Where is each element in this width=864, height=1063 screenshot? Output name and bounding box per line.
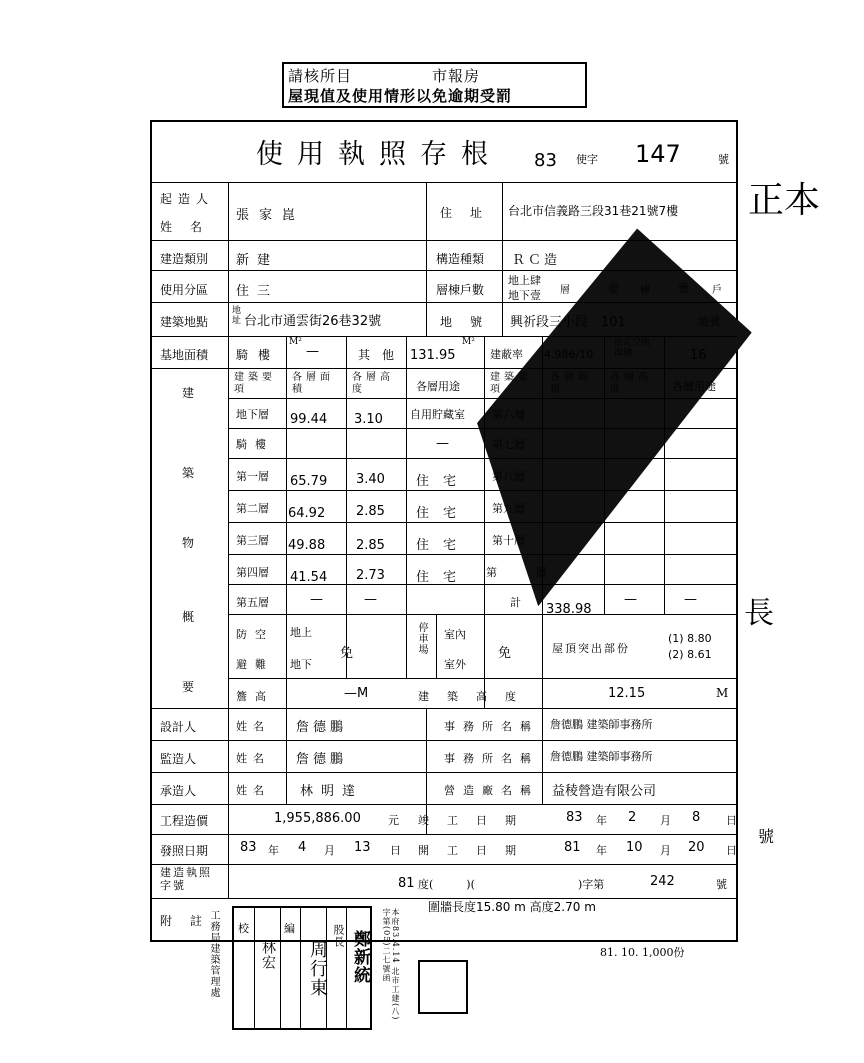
finish-year: 83 [566,810,583,825]
floor-height: 3.10 [354,412,383,427]
section-char-2: 築 [182,466,195,480]
header-area: 各層面積 [292,372,334,395]
roof-label: 屋頂突出部份 [552,642,630,655]
seal-edit-name: 周行東 [307,940,328,997]
type-label: 建造類別 [160,252,209,266]
builder-address: 台北市信義路三段31巷21號7樓 [508,204,679,218]
parking-label: 停車場 [416,622,427,655]
zone-value: 住三 [236,284,279,299]
day-char: 日 [726,814,737,827]
cost-label: 工程造價 [160,814,209,828]
floor-use: 住宅 [416,538,471,553]
day-char: 日 [726,844,737,857]
shelter-value: 免 [340,646,354,661]
height-unit: M [716,686,729,700]
margin-text-1: 正本 [748,180,821,221]
header-use-2: 各層用途 [672,380,716,393]
floor-use: 住宅 [416,474,471,489]
floor-use: 住宅 [416,570,471,585]
floors-above: 地上肆 [508,274,541,287]
floor-area: 64.92 [288,506,326,521]
permit-ref-text1: 度( )( [418,878,475,891]
col-line [502,182,503,336]
col-line [406,336,407,678]
arcade-label: 騎樓 [236,348,281,362]
floor-name: 第五層 [236,596,269,609]
floor-name-right: 第六層 [492,408,525,421]
month-char: 月 [660,814,671,827]
structure-type: ＲＣ造 [512,253,561,268]
issue-year: 83 [240,840,257,855]
floor-name-right: 第八層 [492,470,525,483]
row-line [150,270,738,271]
section-char-3: 物 [182,536,195,550]
permit-ref-number: 242 [650,874,675,889]
floor-name: 第三層 [236,534,269,547]
col-line [228,182,229,898]
area-label: 基地面積 [160,348,209,362]
permit-label: 建造執照字號 [160,866,212,892]
seal-line [254,906,255,1030]
floor-name-right: 第九層 [492,502,525,515]
contractor-name: 林明達 [300,784,364,799]
section-char-4: 概 [182,610,195,624]
row-line [228,490,738,491]
seal-chief-label: 股長 [332,924,345,948]
seal-edit-label: 編 [284,922,295,935]
margin-text-2: 號 [758,827,775,846]
row-line [228,398,738,399]
floor-name: 第一層 [236,470,269,483]
col-line [426,182,427,336]
area-unit: M² [289,337,302,347]
contractor-label: 承造人 [160,784,197,798]
supervisor-office-label: 事務所名稱 [444,752,539,765]
row-line [228,678,738,679]
round-stamp [418,960,468,1014]
arcade-area: — [306,344,319,359]
seal-line [300,906,301,1030]
floor-unit: 層 [560,285,570,296]
cost-value: 1,955,886.00 [274,811,361,826]
bldg-unit: 棟 [640,285,650,296]
row-line [150,740,738,741]
permit-char: 使字 [576,153,598,166]
permit-ref-year: 81 [398,876,415,891]
header-height-2: 各層高度 [610,372,652,395]
row-line [150,772,738,773]
lot-number: 興祈段三小段 101 [510,315,626,330]
legal-space-value: 16 [690,348,707,363]
floor-use: 住宅 [416,506,471,521]
floor-area: 65.79 [290,474,328,489]
total-height: — [624,592,637,607]
floor-height: 2.85 [356,538,385,553]
month-char: 月 [324,844,335,857]
coverage-value: 4.986/10 [544,348,594,361]
coverage-label: 建蔽率 [490,348,523,361]
year-char: 年 [596,814,607,827]
floor-height: 3.40 [356,472,385,487]
header-area-2: 各層面積 [550,372,592,395]
start-month: 10 [626,840,643,855]
col-line [286,336,287,804]
seal-line [346,906,347,1030]
notes-label: 附註 [160,914,221,928]
seal-check-name: 林宏 [260,940,276,970]
seal-chief-name: 鄭新統 [350,930,370,984]
bldg-count: 壹 [608,282,619,295]
contractor-firm: 益稜營造有限公司 [552,784,657,799]
day-char: 日 [390,844,401,857]
other-unit: M² [462,337,475,347]
notes-wall: 圍牆長度15.80 m 高度2.70 m [428,900,596,914]
year-char: 年 [596,844,607,857]
col-line [436,614,437,678]
section-char-1: 建 [182,386,195,400]
issue-month: 4 [298,840,307,855]
floor-area: — [310,592,323,607]
row-line [150,182,738,183]
start-year: 81 [564,840,581,855]
supervisor-name-label: 姓名 [236,752,270,765]
total-area: 338.98 [546,602,592,617]
floor-name-right: 第七層 [492,438,525,451]
row-line [228,428,738,429]
shelter-label: 防空 [236,628,274,641]
row-line [150,708,738,709]
col-line [346,336,347,678]
col-line [484,336,485,708]
roof-height-2: (2) 8.61 [668,648,712,661]
shelter-above-label: 地上 [290,626,312,639]
row-line [228,522,738,523]
margin-text-3: 長 [744,596,774,631]
form-title: 使用執照存根 [256,139,502,170]
shelter-below-label: 地下 [290,658,312,671]
eaves-value: —M [344,686,369,701]
row-line [150,864,738,865]
evacuation-label: 避難 [236,658,274,671]
total-label: 計 [510,596,521,609]
year-char: 年 [268,844,279,857]
row-line [150,804,738,805]
supervisor-label: 監造人 [160,752,197,766]
floor-name: 第二層 [236,502,269,515]
building-height: 12.15 [608,686,646,701]
designer-office-label: 事務所名稱 [444,720,539,733]
permit-year: 83 [534,150,557,171]
parking-outdoor-label: 室外 [444,658,466,671]
col-line [604,336,605,614]
parking-value: 免 [498,646,512,661]
site-label: 建築地點 [160,315,209,329]
supervisor-name: 詹德鵬 [296,752,348,767]
notice-line-1: 請核所目 市報房 [288,67,481,85]
row-line [150,240,738,241]
other-area: 131.95 [410,348,456,363]
permit-ref-text2: )字第 [578,878,605,891]
issue-label: 發照日期 [160,844,209,858]
header-height: 各層高度 [352,372,394,395]
builder-name-label: 姓名 [160,220,221,234]
contractor-firm-label: 營造廠名稱 [444,784,539,797]
notice-line-2: 屋現值及使用情形以免逾期受罰 [288,87,513,105]
lot-suffix: 地號 [698,315,720,328]
floors-below: 地下壹 [508,289,541,302]
roof-height-1: (1) 8.80 [668,632,712,645]
seal-check-label: 校 [238,922,249,935]
floor-area: 41.54 [290,570,328,585]
seal-line [280,906,281,1030]
floor-area: 99.44 [290,412,328,427]
builder-name: 張家崑 [236,208,306,223]
start-day: 20 [688,840,705,855]
floor-height: 2.73 [356,568,385,583]
floor-use: — [436,436,449,451]
row-line [150,834,738,835]
designer-name-label: 姓名 [236,720,270,733]
floor-use: 自用貯藏室 [410,408,465,421]
cost-unit: 元 [388,814,399,827]
seal-bureau: 工務局建築管理處 [208,910,219,998]
floor-name: 騎樓 [236,438,274,451]
row-line [228,554,738,555]
row-line [228,614,738,615]
finish-label: 竣工日期 [418,814,534,827]
finish-day: 8 [692,810,701,825]
supervisor-office: 詹德鵬 建築師事務所 [550,750,653,763]
floor-height: 2.85 [356,504,385,519]
row-line [150,368,738,369]
designer-label: 設計人 [160,720,197,734]
site-address: 台北市通雲街26巷32號 [244,314,382,329]
designer-office: 詹德鵬 建築師事務所 [550,718,653,731]
permit-ref-suffix: 號 [716,878,727,891]
floor-name-right: 第十層 [492,534,525,547]
row-line [150,336,738,337]
total-use: — [684,592,697,607]
floor-area: 49.88 [288,538,326,553]
issue-day: 13 [354,840,371,855]
zone-label: 使用分區 [160,283,209,297]
floor-name: 地下層 [236,408,269,421]
eaves-label: 簷高 [236,690,274,703]
contractor-name-label: 姓名 [236,784,270,797]
floor-height: — [364,592,377,607]
height-label: 建築高度 [418,690,534,703]
units-count: 壹 [678,282,689,295]
print-run: 81. 10. 1,000份 [600,946,685,959]
header-item-2: 建築要項 [490,372,532,395]
finish-month: 2 [628,810,637,825]
parking-indoor-label: 室內 [444,628,466,641]
other-label: 其他 [358,348,407,362]
floor-name-right: 第 層 [486,566,561,579]
address-label: 住址 [440,206,501,220]
site-addr-label: 地址 [230,305,240,325]
units-unit: 戶 [712,285,722,296]
structure-label: 構造種類 [436,252,485,266]
construction-type: 新建 [236,253,279,268]
row-line [150,302,738,303]
permit-suffix: 號 [718,153,729,166]
col-line [664,336,665,614]
row-line [228,458,738,459]
builder-label: 起造人 [160,192,215,206]
floor-name: 第四層 [236,566,269,579]
permit-number: 147 [635,140,681,168]
month-char: 月 [660,844,671,857]
header-item: 建築要項 [234,372,276,395]
designer-name: 詹德鵬 [296,720,348,735]
notice-stamp [282,62,587,108]
lot-label: 地號 [440,315,501,329]
header-use: 各層用途 [416,380,460,393]
legal-space-label: 法定空地面積 [614,338,651,358]
start-label: 開工日期 [418,844,534,857]
seal-approval-note: 本府83.4.14 北市工建(八)字第(05)二七號函 [382,908,400,1021]
section-char-5: 要 [182,680,195,694]
floors-label: 層棟戶數 [436,283,485,297]
